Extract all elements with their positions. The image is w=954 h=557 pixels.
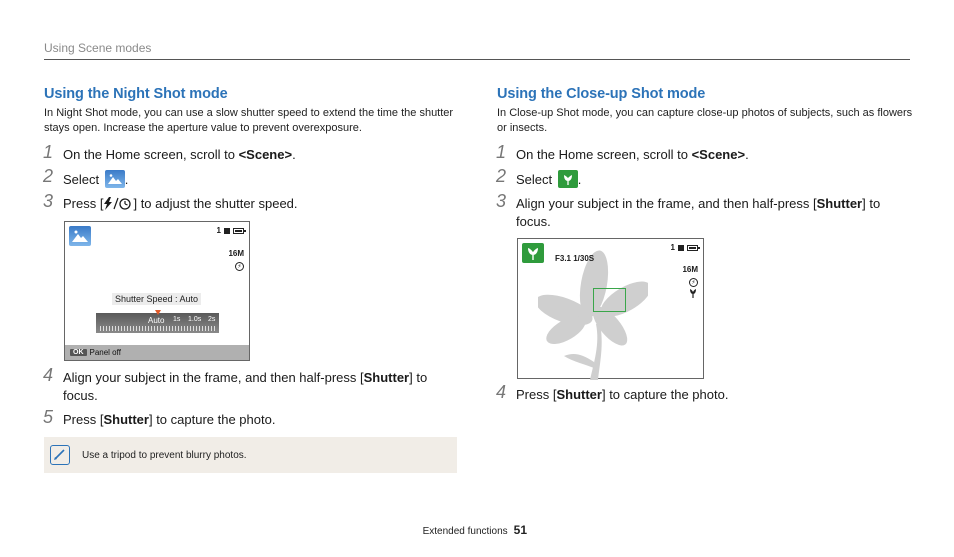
slider-marker [155,310,161,315]
close-up-scene-icon [522,243,544,263]
flash-timer-icon [103,197,133,215]
header-divider [44,59,910,60]
close-up-intro: In Close-up Shot mode, you can capture close-up photos of subjects, such as flowers or insects. [497,107,913,134]
shutter-speed-label: Shutter Speed : Auto [112,293,201,305]
night-step-2: 2 Select . [43,166,129,187]
tip-note-text: Use a tripod to prevent blurry photos. [82,449,247,461]
close-up-step-3: 3 Align your subject in the frame, and then half-press [Shutter] to focus. [496,191,881,229]
panel-off-label: Panel off [89,348,121,357]
memory-card-icon [678,245,684,251]
running-header: Using Scene modes [44,41,152,55]
memory-card-icon [224,228,230,234]
footer-section: Extended functions [422,526,508,537]
shutter-speed-slider[interactable]: Auto 1s 1.0s 2s [96,313,219,333]
status-indicators: 1 [671,243,698,252]
night-step-5: 5 Press [Shutter] to capture the photo. [43,407,276,427]
side-indicators [682,264,698,302]
night-shot-intro: In Night Shot mode, you can use a slow shutter speed to extend the time the shutter stays open. Increase the aperture value to prevent overexposure. [44,107,454,134]
af-focus-frame [593,288,626,312]
close-up-step-1: 1 On the Home screen, scroll to <Scene>. [496,142,749,162]
night-shot-camera-screen [64,221,250,361]
note-pencil-icon [50,445,70,465]
close-up-scene-icon [558,170,578,188]
flower-illustration [538,244,648,380]
night-step-4: 4 Align your subject in the frame, and then half-press [Shutter] to focus. [43,365,428,403]
night-shot-title: Using the Night Shot mode [44,86,228,102]
close-up-camera-screen [517,238,704,379]
night-scene-icon [105,170,125,188]
flash-off-icon: ⚡ [689,278,698,287]
close-up-step-2: 2 Select . [496,166,582,187]
night-shot-section [44,86,460,221]
resolution-indicator: 16M [228,249,244,258]
camera-bottom-bar [65,345,249,360]
macro-icon [682,288,698,302]
resolution-indicator: 16M [682,265,698,274]
slider-ticks [100,326,215,331]
close-up-shot-section [497,86,913,237]
exposure-readout: F3.1 1/30S [555,254,595,263]
page-footer [423,523,527,537]
night-shot-steps-continued [43,365,460,435]
night-scene-icon [69,226,91,246]
page-number: 51 [513,523,527,537]
status-indicators: 1 [217,226,244,235]
close-up-step-4: 4 Press [Shutter] to capture the photo. [496,382,729,402]
night-step-3: 3 Press [ ] to adjust the shutter speed. [44,195,460,215]
ok-button[interactable]: OK [70,349,87,356]
tip-note [44,437,457,473]
flash-off-icon: ⚡ [235,262,244,271]
side-indicators [228,248,244,272]
battery-icon [233,228,244,234]
night-step-1: 1 On the Home screen, scroll to <Scene>. [43,142,296,162]
battery-icon [687,245,698,251]
close-up-title: Using the Close-up Shot mode [497,86,706,102]
